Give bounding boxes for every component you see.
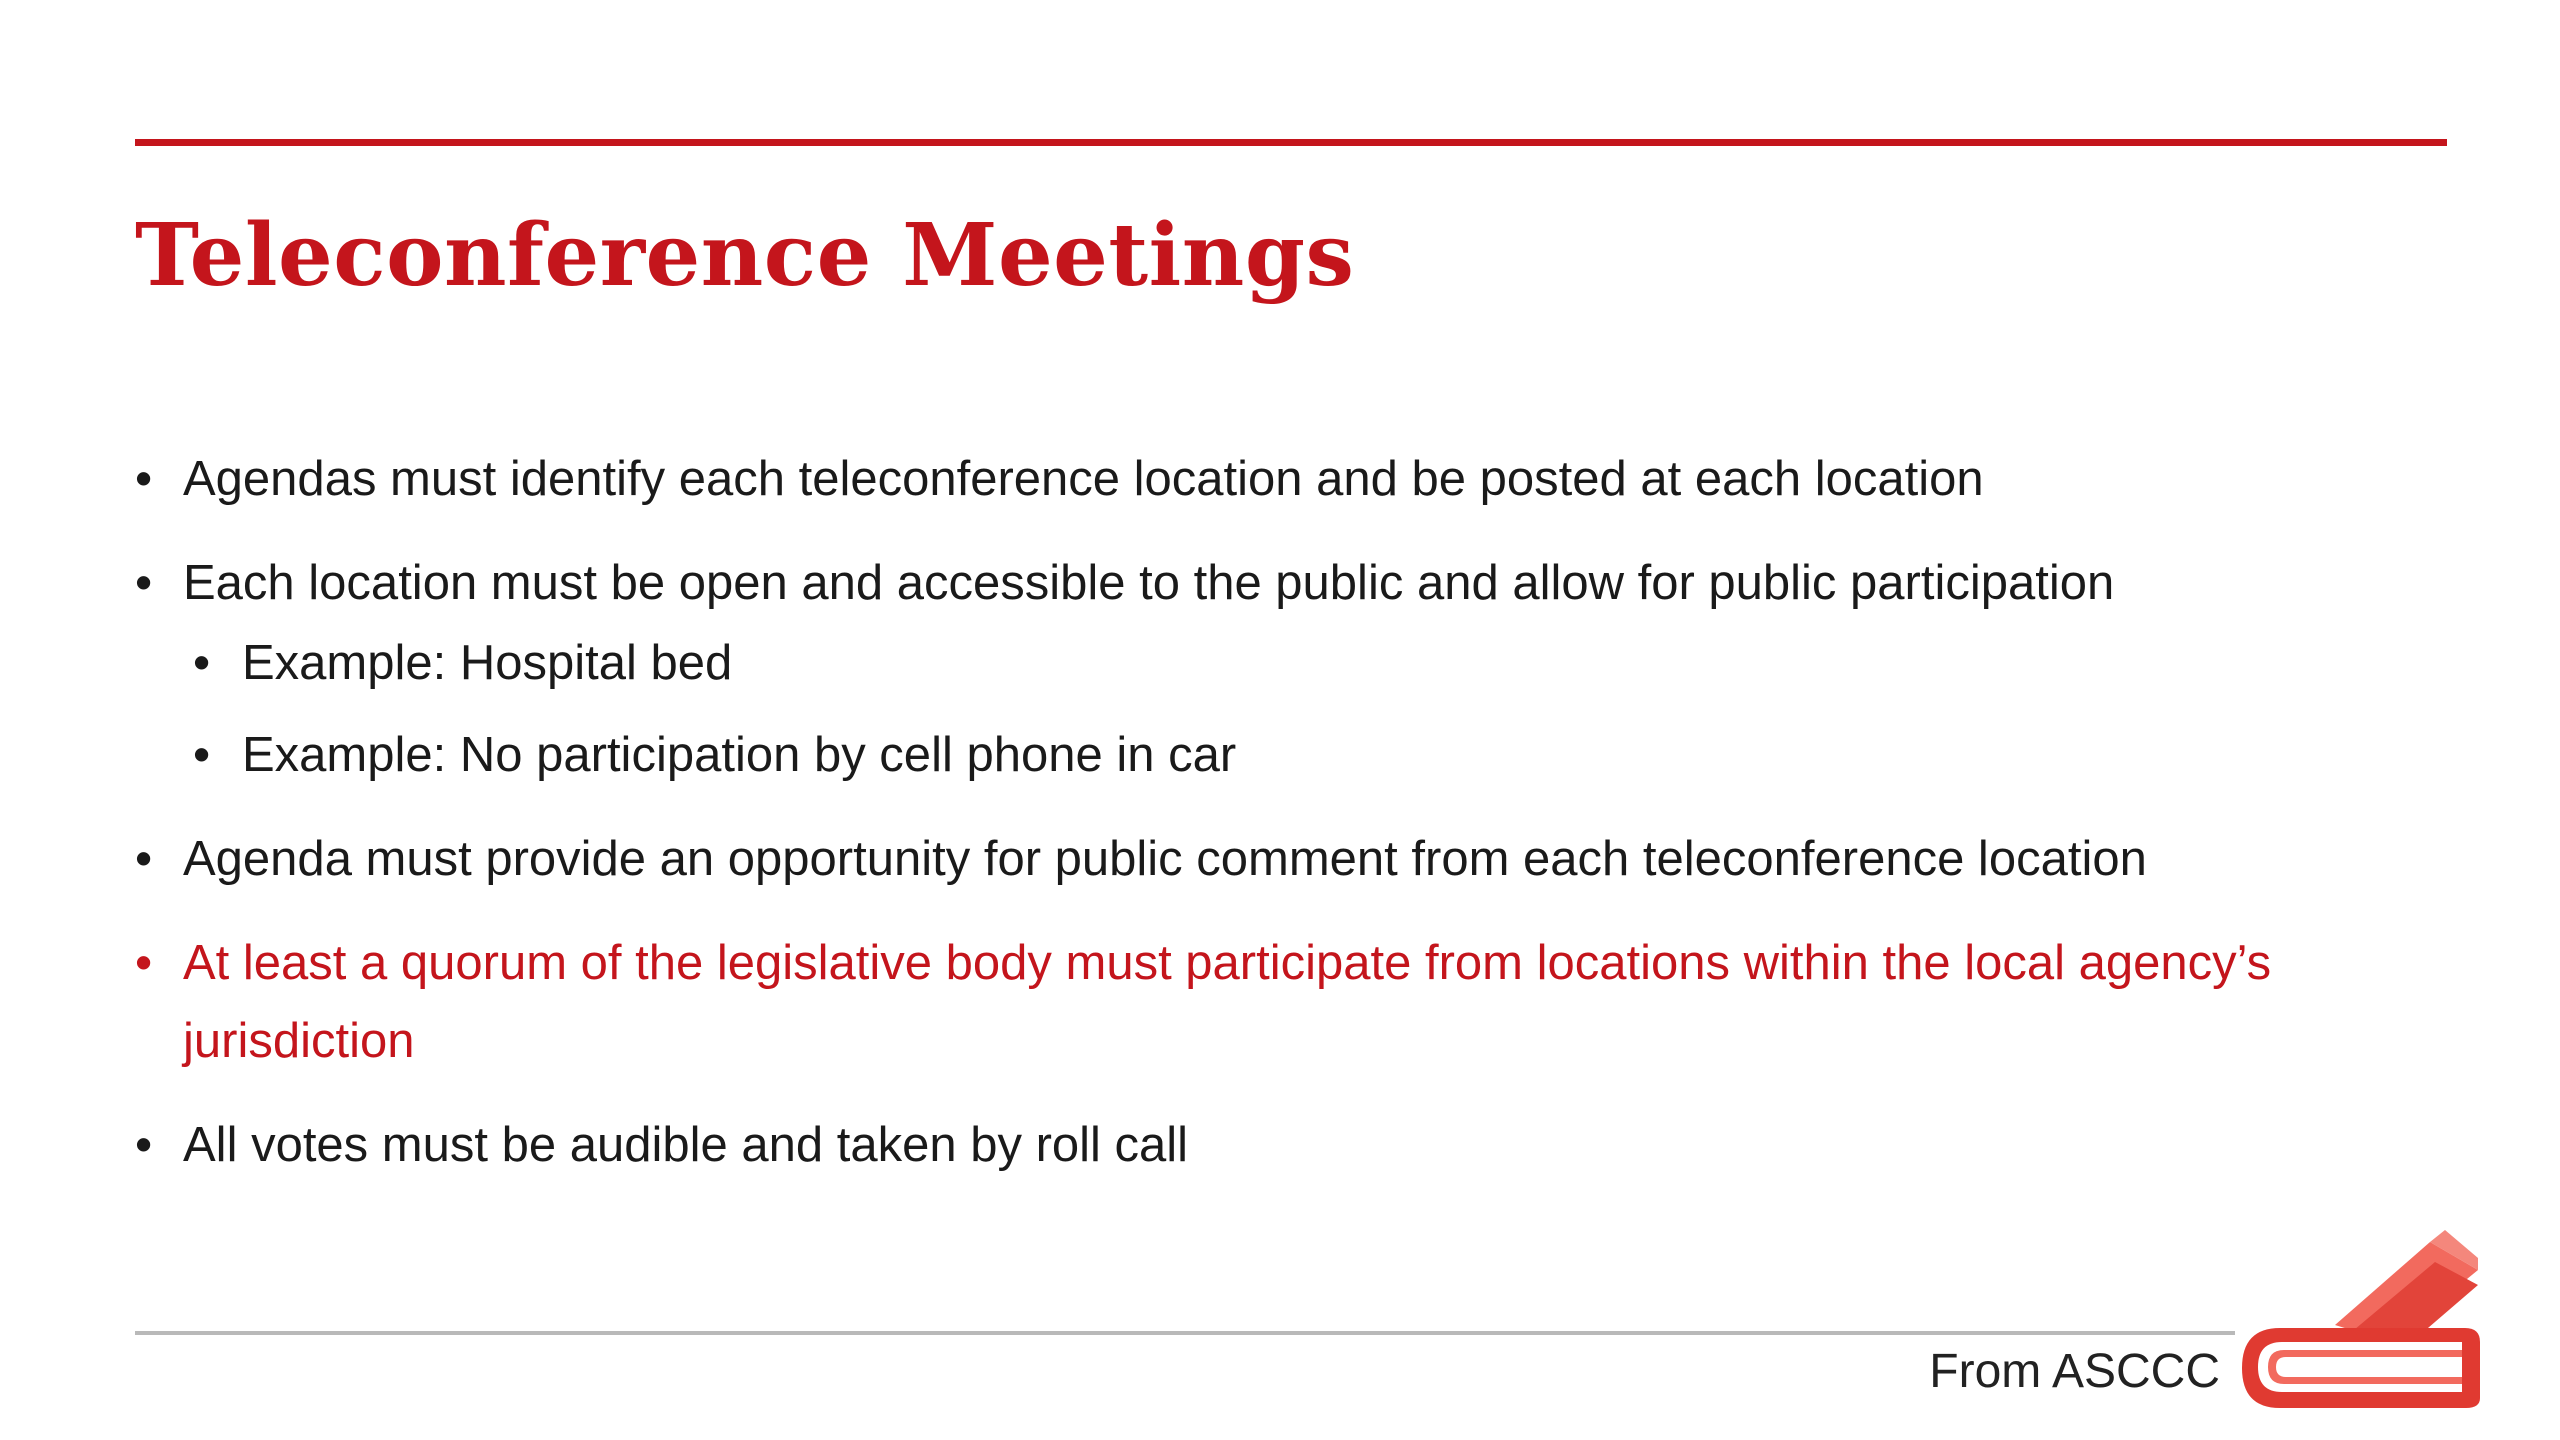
- bullet-text: All votes must be audible and taken by roll call: [183, 1118, 1189, 1172]
- sub-bullet-text: Example: No participation by cell phone in car: [242, 728, 1237, 782]
- bullet-item-highlighted: [135, 924, 2435, 1080]
- bullet-marker: •: [135, 452, 153, 506]
- bullet-marker: •: [135, 556, 153, 610]
- bullet-list: [135, 440, 2435, 1184]
- sub-bullet-item: [135, 716, 2435, 794]
- sub-bullet-item: [135, 624, 2435, 702]
- title-top-rule: [135, 139, 2447, 146]
- bullet-text: Agenda must provide an opportunity for public comment from each teleconference location: [183, 832, 2147, 886]
- bullet-marker: •: [135, 1118, 153, 1172]
- footer-source-label: From ASCCC: [1929, 1345, 2220, 1398]
- slide-title: Teleconference Meetings: [135, 205, 1355, 306]
- bullet-marker: •: [135, 936, 153, 990]
- bullet-item: [135, 440, 2435, 518]
- bullet-item: [135, 820, 2435, 898]
- bullet-marker: •: [135, 832, 153, 886]
- bullet-text: At least a quorum of the legislative body must participate from locations within the local agency’s jurisdiction: [183, 936, 2272, 1068]
- bullet-item: [135, 1106, 2435, 1184]
- bullet-item: [135, 544, 2435, 622]
- sub-bullet-marker: •: [193, 728, 211, 782]
- book-stack-logo-icon: [2240, 1230, 2480, 1408]
- sub-bullet-marker: •: [193, 636, 211, 690]
- bullet-text: Agendas must identify each teleconference location and be posted at each location: [183, 452, 1984, 506]
- footer-rule: [135, 1331, 2235, 1335]
- bullet-text: Each location must be open and accessible to the public and allow for public participation: [183, 556, 2115, 610]
- sub-bullet-text: Example: Hospital bed: [242, 636, 733, 690]
